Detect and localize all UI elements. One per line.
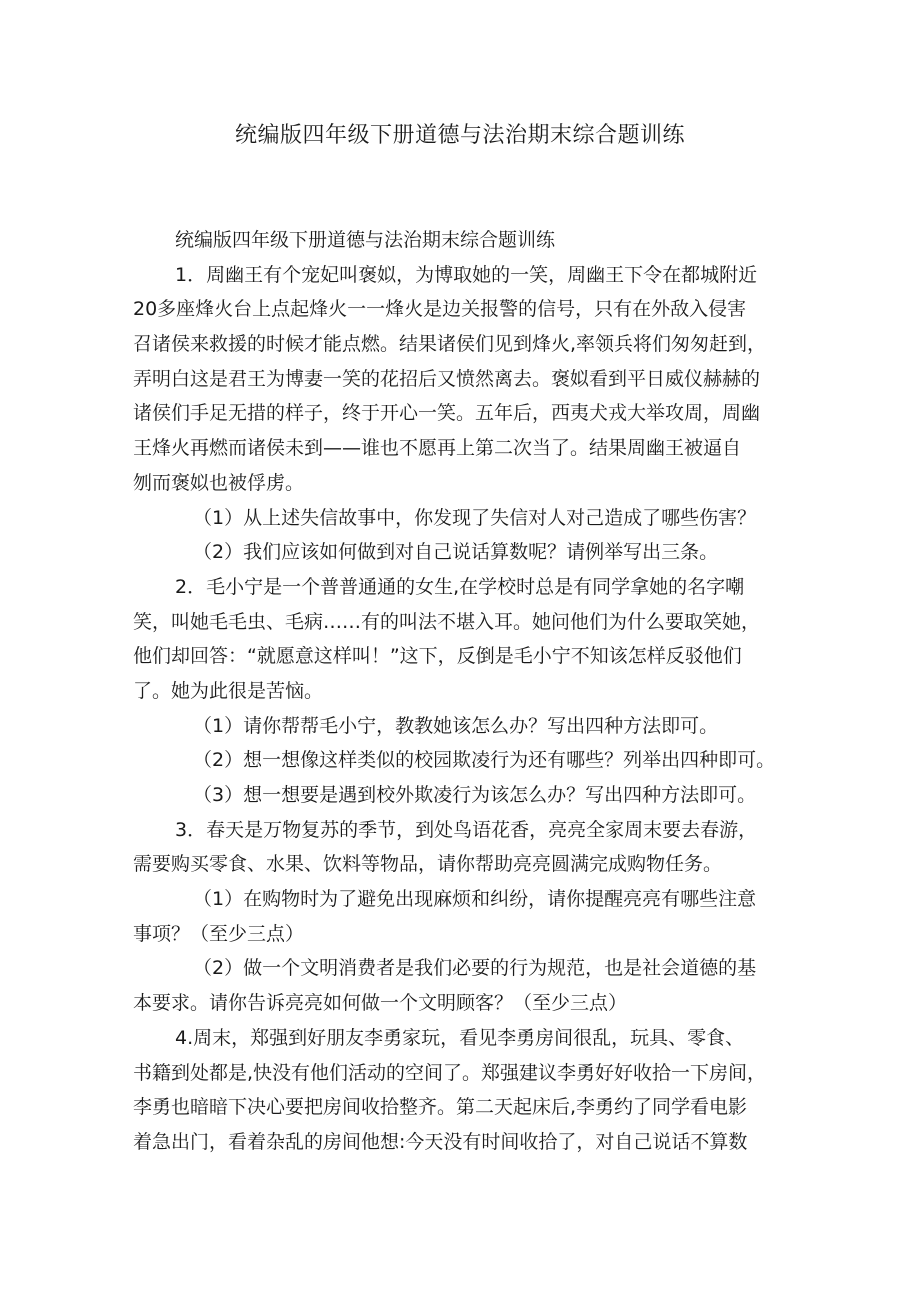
sub-question-line: 本要求。请你告诉亮亮如何做一个文明顾客？（至少三点） <box>133 992 628 1015</box>
question-2-line: 他们却回答：“就愿意这样叫！”这下，反倒是毛小宁不知该怎样反驳他们 <box>133 645 742 668</box>
question-2-line: 笑，叫她毛毛虫、毛病……有的叫法不堪入耳。她问他们为什么要取笑她， <box>133 610 761 633</box>
question-1-line: 召诸侯来救援的时候才能点燃。结果诸侯们见到烽火,率领兵将们匆匆赶到， <box>133 333 767 356</box>
question-2-line: 2．毛小宁是一个普普通通的女生,在学校时总是有同学拿她的名字嘲 <box>175 575 745 598</box>
question-1-line: 20多座烽火台上点起烽火一一烽火是边关报警的信号，只有在外敌入侵害 <box>133 298 747 321</box>
question-3-line: 3．春天是万物复苏的季节，到处鸟语花香，亮亮全家周末要去春游， <box>175 818 758 841</box>
question-1-line: 诸侯们手足无措的样子，终于开心一笑。五年后，西夷犬戎大举攻周，周幽 <box>133 402 761 425</box>
sub-question-line: （1）从上述失信故事中，你发现了失信对人对己造成了哪些伤害？ <box>193 506 757 529</box>
question-1-line: 1．周幽王有个宠妃叫褒姒，为博取她的一笑，周幽王下令在都城附近 <box>175 263 758 286</box>
question-4-line: 着急出门，看着杂乱的房间他想:今天没有时间收拾了，对自己说话不算数 <box>133 1130 748 1153</box>
sub-question-line: （1）在购物时为了避免出现麻烦和纠纷，请你提醒亮亮有哪些注意 <box>193 888 757 911</box>
question-4-line: 李勇也暗暗下决心要把房间收拾整齐。第二天起床后,李勇约了同学看电影 <box>133 1096 748 1119</box>
question-1-line: 弄明白这是君王为博妻一笑的花招后又愤然离去。褒姒看到平日威仪赫赫的 <box>133 367 761 390</box>
sub-question-line: （2）我们应该如何做到对自己说话算数呢？请例举写出三条。 <box>193 541 719 564</box>
sub-question-line: （3）想一想要是遇到校外欺凌行为该怎么办？写出四种方法即可。 <box>193 784 757 806</box>
question-1-line: 王烽火再燃而诸侯未到——谁也不愿再上第二次当了。结果周幽王被逼自 <box>133 437 742 460</box>
document-body <box>133 223 801 1160</box>
sub-question-line: （2）做一个文明消费者是我们必要的行为规范，也是社会道德的基 <box>193 957 757 980</box>
question-1-line: 刎而褒姒也被俘虏。 <box>133 471 305 494</box>
page-title: 统编版四年级下册道德与法治期末综合题训练 <box>234 123 685 148</box>
sub-question-line: （2）想一想像这样类似的校园欺凌行为还有哪些？列举出四种即可。 <box>193 749 776 772</box>
sub-question-line: 事项？（至少三点） <box>133 922 305 945</box>
question-4-line: 4.周末，郑强到好朋友李勇家玩，看见李勇房间很乱，玩具、零食、 <box>175 1026 745 1049</box>
question-4-line: 书籍到处都是,快没有他们活动的空间了。郑强建议李勇好好收拾一下房间， <box>133 1061 767 1084</box>
sub-question-line: （1）请你帮帮毛小宁，教教她该怎么办？写出四种方法即可。 <box>193 714 719 737</box>
subtitle-line: 统编版四年级下册道德与法治期末综合题训练 <box>175 229 556 251</box>
question-2-line: 了。她为此很是苦恼。 <box>133 679 324 702</box>
question-3-line: 需要购买零食、水果、饮料等物品，请你帮助亮亮圆满完成购物任务。 <box>133 853 723 876</box>
